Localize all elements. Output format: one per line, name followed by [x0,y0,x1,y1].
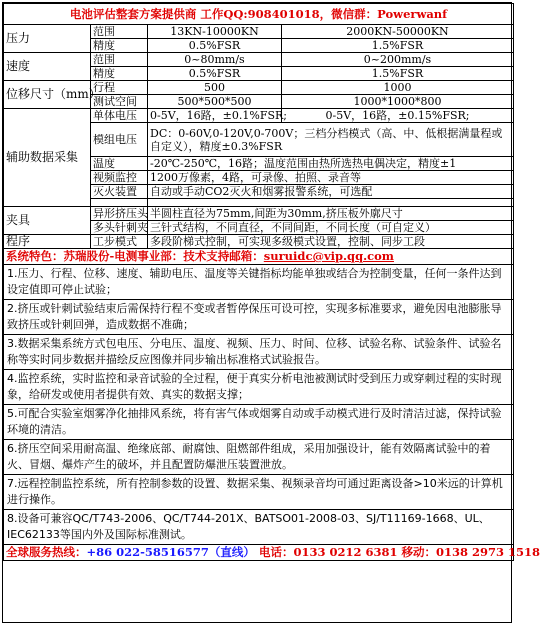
cell-value: DC：0-60V,0-120V,0-700V；三档分档模式（高、中、低根据满量程或自定义），精度±0.3%FSR [148,123,514,157]
spec-sheet [2,2,540,623]
paragraph-row [4,440,514,475]
cell-name: 精度 [91,67,148,81]
cell-value: 1000 [282,81,514,95]
mobile-label: 移动： [401,545,436,559]
cell-name: 单体电压 [91,109,148,123]
cell-value: 1000*1000*800 [282,95,514,109]
paragraph-row [4,405,514,440]
paragraph: 7.远程控制监控系统，所有控制参数的设置、数据采集、视频录音均可通过距离设备>10米远的计算机进行操作。 [4,475,514,510]
cell-value: 1.5%FSR [282,39,514,53]
hotline-number[interactable]: +86 022-58516577（直线） [86,545,255,559]
cell-value: 多段阶梯式控制，可实现多级模式设置，控制、同步工段 [148,235,514,249]
cell-value: 2000KN-50000KN [282,25,514,39]
mobile-number[interactable]: 0138 2973 1518 [436,545,540,559]
footer-row [4,545,514,561]
paragraph-row [4,475,514,510]
hotline-label: 全球服务热线： [6,545,87,559]
paragraph-row [4,300,514,335]
paragraph-row [4,510,514,545]
cell-name: 温度 [91,157,148,171]
row-label-program: 程序 [4,235,91,249]
paragraph: 6.挤压空间采用耐高温、绝缘底部、耐腐蚀、阻燃部件组成，采用加强设计，能有效隔离试验中的着火、冒烟、爆炸产生的破坏，并且配置防爆泄压装置泄放。 [4,440,514,475]
cell-name: 工步模式 [91,235,148,249]
row-label-speed: 速度 [4,53,91,81]
cell-value: 1.5%FSR [282,67,514,81]
cell-value: 0.5%FSR [148,67,282,81]
cell-name: 模组电压 [91,123,148,157]
row-label-daq: 辅助数据采集 [4,109,91,207]
paragraph: 4.监控系统，实时监控和录音试验的全过程，便于真实分析电池被测试时受到压力或穿刺过程的实时现象，给研发或使用者提供有效、真实的数据支撑； [4,370,514,405]
cell-value: 500*500*500 [148,95,282,109]
row-label-size: 位移尺寸（mm） [4,81,91,109]
cell-value: 0-5V，16路，±0.15%FSR; [282,109,514,123]
table-row [4,81,514,95]
cell-name: 行程 [91,81,148,95]
cell-value: 13KN-10000KN [148,25,282,39]
support-email-link[interactable]: suruidc@vip.qq.com [263,249,394,263]
feature-row [4,249,514,265]
cell-name: 多头针刺夹 [91,221,148,235]
cell-name: 精度 [91,39,148,53]
cell-name: 测试空间 [91,95,148,109]
header-row [4,4,514,25]
cell-value: 三针式结构，不同直径，不同间距，不同长度（可自定义） [148,221,514,235]
cell-value: 1200万像素，4路，可录像、拍照、录音等 [148,171,514,185]
paragraph-row [4,335,514,370]
paragraph: 2.挤压或针刺试验结束后需保持行程不变或者暂停保压可设可控，实现多标准要求，避免因电池膨胀导致挤压或针刺回弹，造成数据不准确； [4,300,514,335]
cell-value: 半圆柱直径为75mm,间距为30mm,挤压板外廓尺寸 [148,207,514,221]
phone-number[interactable]: 0133 0212 6381 [293,545,398,559]
cell-value: 0.5%FSR [148,39,282,53]
phone-label: 电话： [258,545,294,559]
paragraph: 3.数据采集系统方式包电压、分电压、温度、视频、压力、时间、位移、试验名称、试验条件、试验名称等实时同步数据并描绘反应图像并同步输出标准格式试验报告。 [4,335,514,370]
cell-value: 500 [148,81,282,95]
cell-value: 0~80mm/s [148,53,282,67]
paragraph-row [4,370,514,405]
cell-value: -20℃-250℃，16路；温度范围由热所选热电偶决定，精度±1 [148,157,514,171]
row-label-fixture: 夹具 [4,207,91,235]
cell-value: 自动或手动CO2灭火和烟雾报警系统，可选配 [148,185,514,199]
table-row [4,109,514,123]
paragraph: 8.设备可兼容QC/T743-2006、QC/T744-201X、BATSO01-2008-03、SJ/T11169-1668、UL、IEC62133等国内外及国际标准测试。 [4,510,514,545]
cell-empty [91,199,148,207]
feature-prefix: 系统特色： [6,249,64,263]
table-row [4,235,514,249]
cell-empty [148,199,514,207]
header-title: 电池评估整套方案提供商 工作QQ:908401018，微信群：Powerwanf [4,4,514,25]
footer-line [4,545,540,561]
cell-value: 0~200mm/s [282,53,514,67]
paragraph: 1.压力、行程、位移、速度、辅助电压、温度等关键指标均能单独或结合为控制变量，任何一条件达到设定值即可停止试验； [4,265,514,300]
cell-name: 范围 [91,25,148,39]
paragraph: 5.可配合实验室烟雾净化抽排风系统，将有害气体或烟雾自动或手动模式进行及时清洁过滤，保持试验环境的清洁。 [4,405,514,440]
paragraph-row [4,265,514,300]
cell-value: 0-5V，16路，±0.1%FSR; [148,109,282,123]
feature-dept: 苏瑞股份-电测事业部：技术支持邮箱： [63,249,264,263]
row-label-pressure: 压力 [4,25,91,53]
spec-table [3,3,540,561]
table-row [4,53,514,67]
table-row [4,25,514,39]
cell-name: 范围 [91,53,148,67]
cell-name: 灭火装置 [91,185,148,199]
feature-line [4,249,514,265]
table-row [4,207,514,221]
cell-name: 视频监控 [91,171,148,185]
cell-name: 异形挤压头 [91,207,148,221]
